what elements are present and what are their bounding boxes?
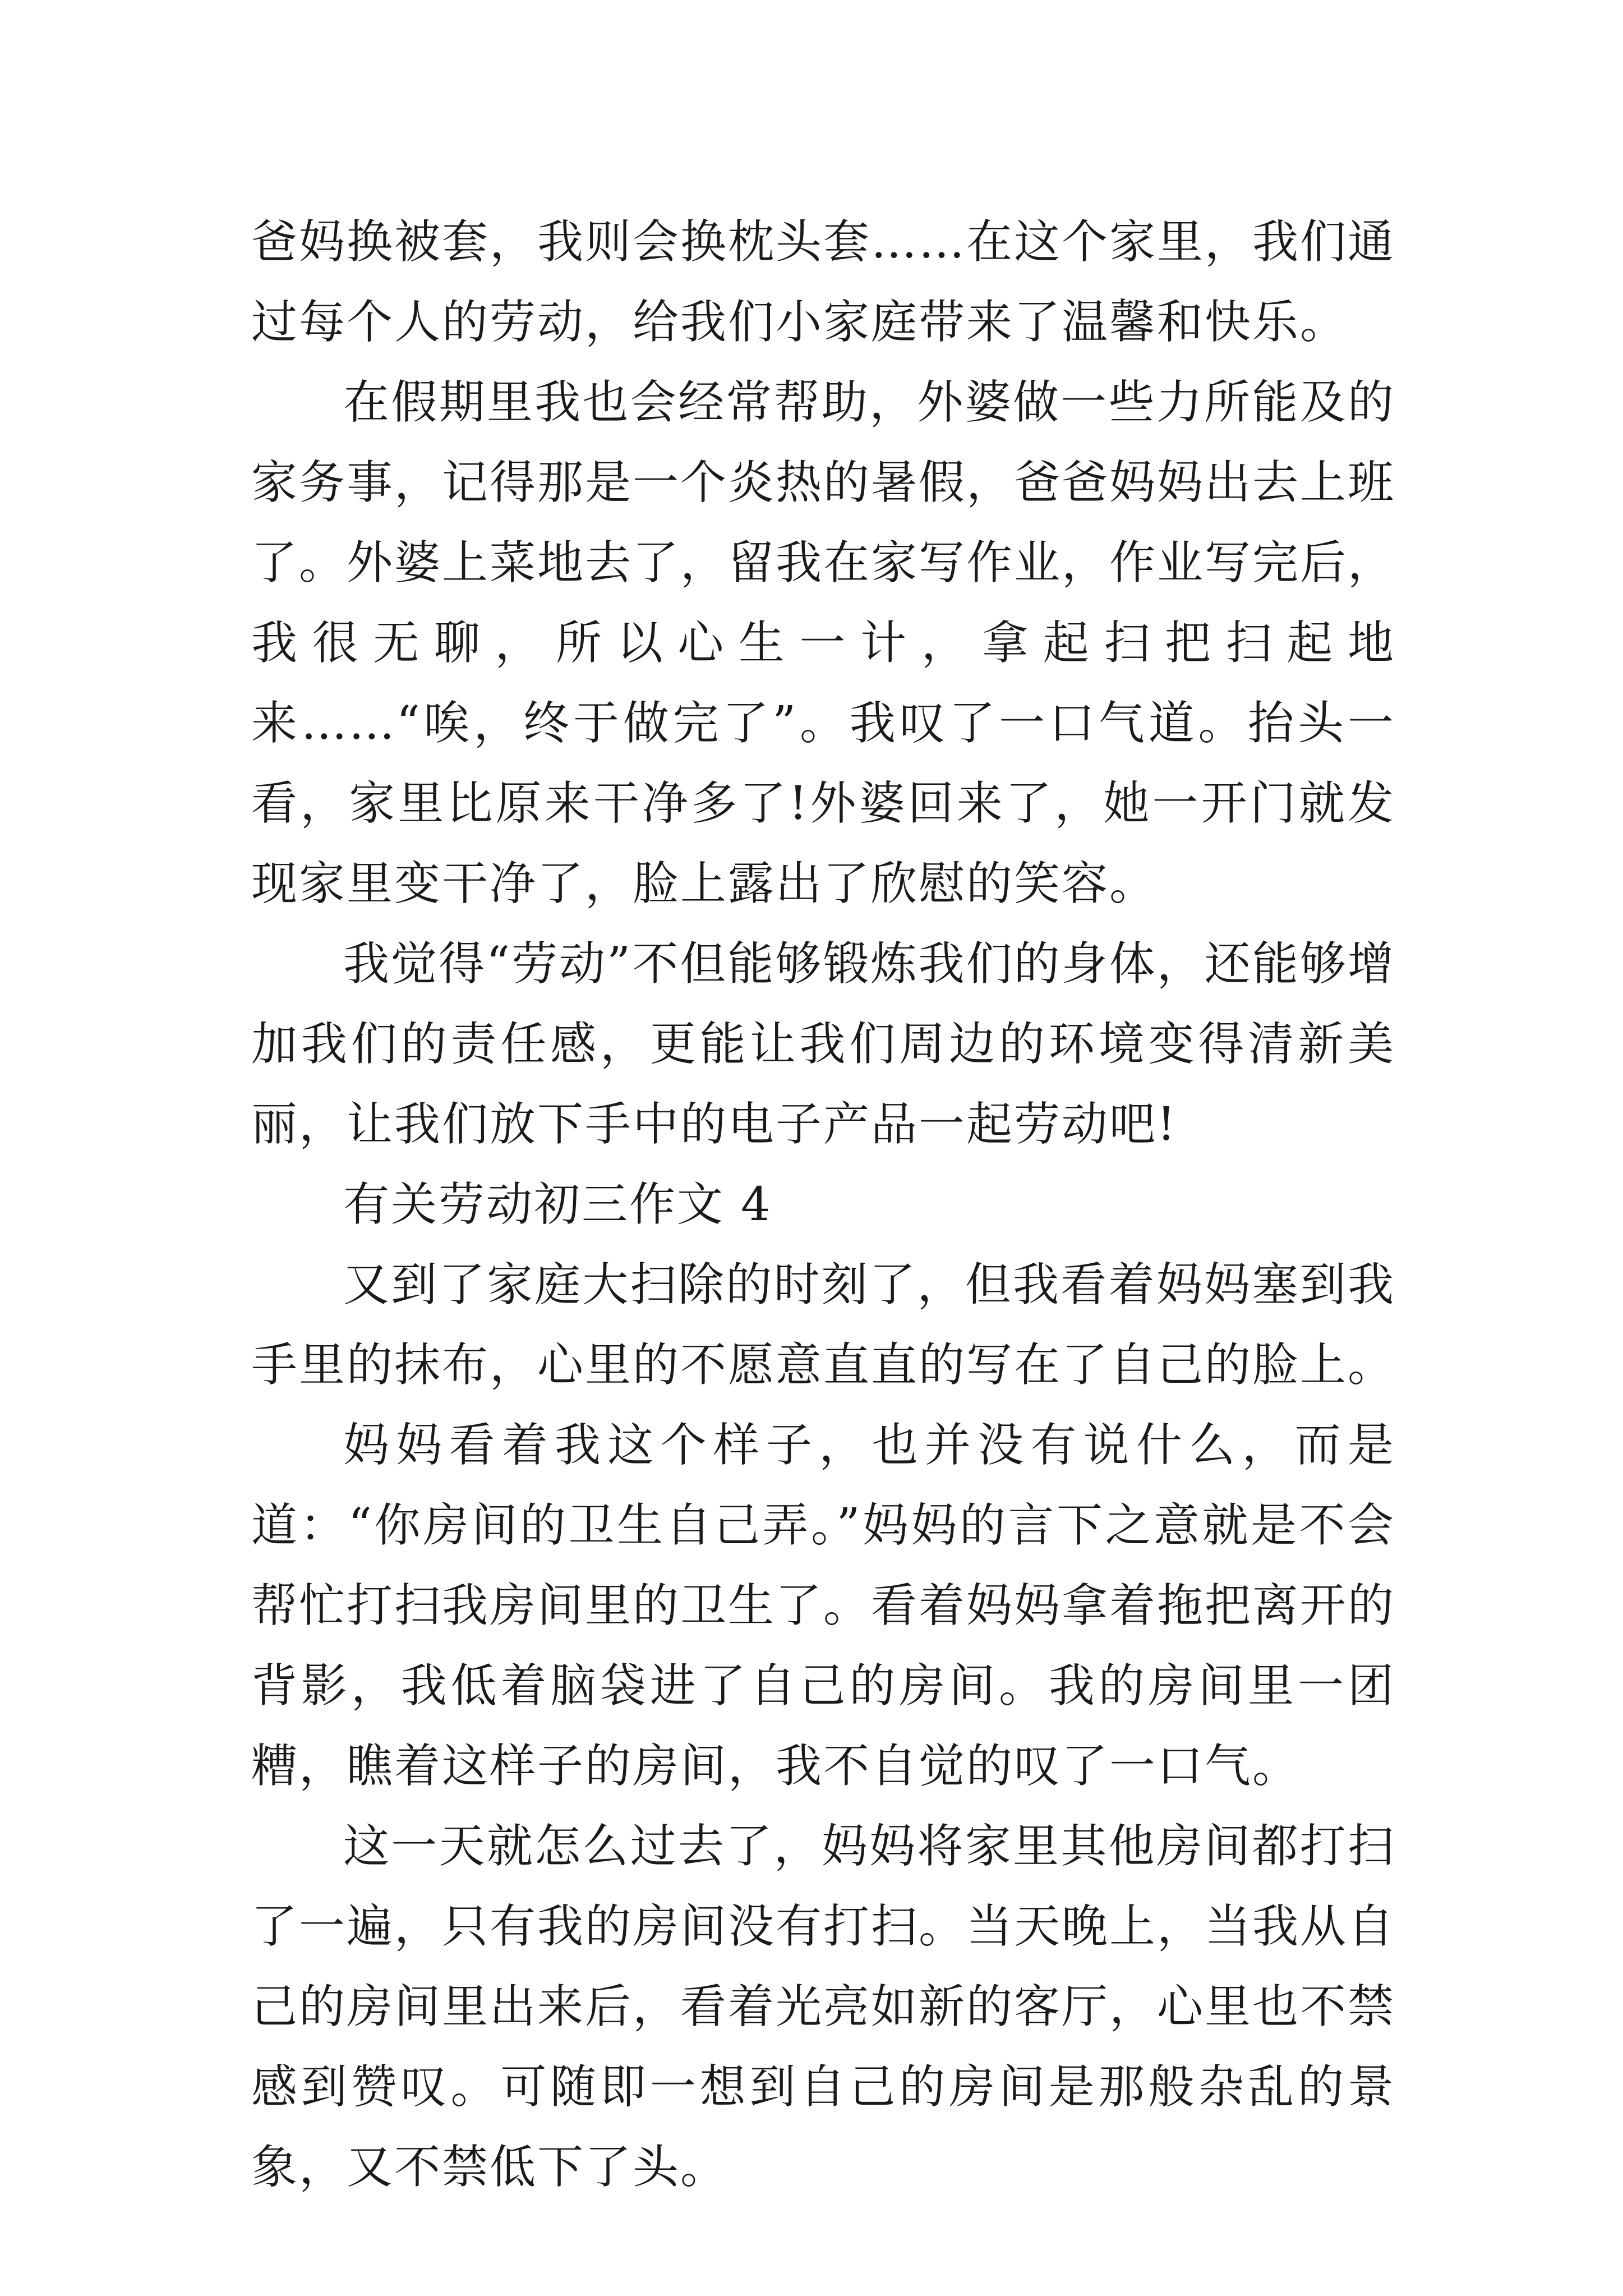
paragraph-5: 又到了家庭大扫除的时刻了，但我看着妈妈塞到我手里的抹布，心里的不愿意直直的写在了自己的脸上。 <box>251 1258 1396 1392</box>
paragraph-1: 爸妈换被套，我则会换枕头套……在这个家里，我们通过每个人的劳动，给我们小家庭带来了温馨和快乐。 <box>251 215 1396 349</box>
paragraph-6: 妈妈看着我这个样子，也并没有说什么，而是道：“你房间的卫生自己弄。”妈妈的言下之意就是不会帮忙打扫我房间里的卫生了。看着妈妈拿着拖把离开的背影，我低着脑袋进了自己的房间。我的房间里一团糟，瞧着这样子的房间，我不自觉的叹了一口气。 <box>251 1419 1396 1793</box>
paragraph-7: 这一天就怎么过去了，妈妈将家里其他房间都打扫了一遍，只有我的房间没有打扫。当天晚上，当我从自己的房间里出来后，看着光亮如新的客厅，心里也不禁感到赞叹。可随即一想到自己的房间是那般杂乱的景象，又不禁低下了头。 <box>251 1820 1396 2194</box>
article-body <box>251 202 1395 2207</box>
section-heading: 有关劳动初三作文 4 <box>343 1178 772 1231</box>
paragraph-3: 我觉得“劳动”不但能够锻炼我们的身体，还能够增加我们的责任感，更能让我们周边的环境变得清新美丽，让我们放下手中的电子产品一起劳动吧! <box>251 937 1395 1151</box>
paragraph-2: 在假期里我也会经常帮助，外婆做一些力所能及的家务事，记得那是一个炎热的暑假，爸爸妈妈出去上班了。外婆上菜地去了，留我在家写作业，作业写完后，我很无聊，所以心生一计，拿起扫把扫起地来……“唉，终于做完了”。我叹了一口气道。抬头一看，家里比原来干净多了!外婆回来了，她一开门就发现家里变干净了，脸上露出了欣慰的笑容。 <box>251 376 1396 910</box>
